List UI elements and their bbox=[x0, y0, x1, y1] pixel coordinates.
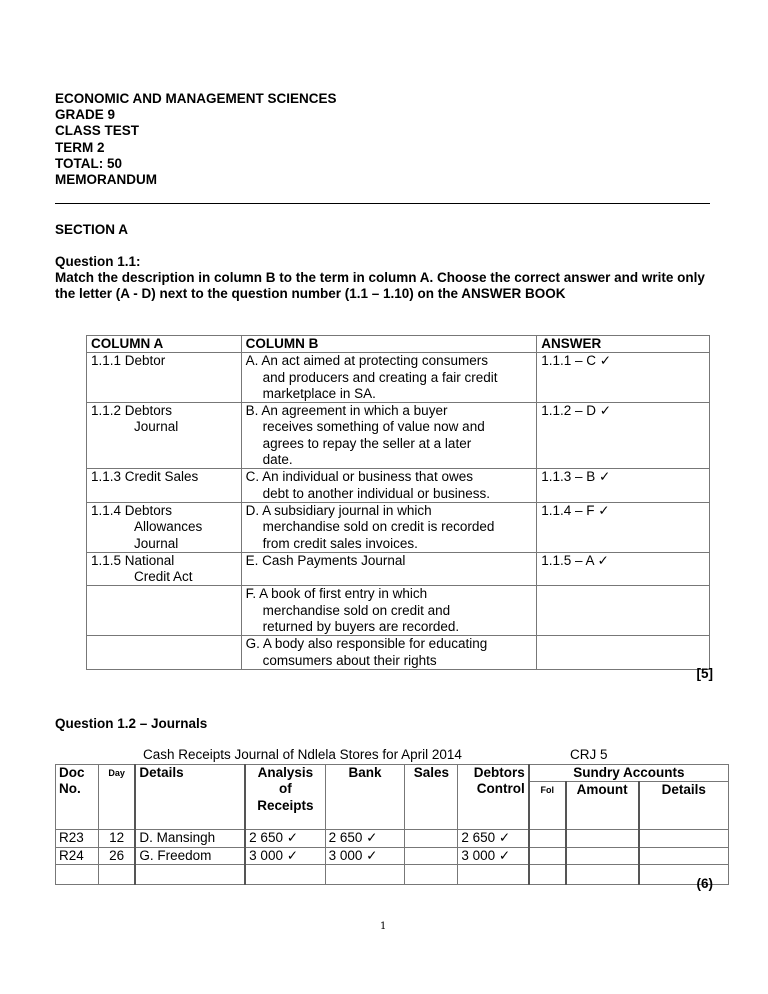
amount-cell bbox=[566, 830, 639, 847]
fol-cell bbox=[529, 830, 566, 847]
header-text: Control bbox=[476, 781, 525, 797]
question-1-2-title: Question 1.2 – Journals bbox=[55, 716, 208, 731]
column-a-cell bbox=[87, 552, 242, 586]
answer-cell: 1.1.5 – A ✓ bbox=[537, 552, 710, 586]
description-line: and producers and creating a fair credit bbox=[262, 369, 498, 385]
description-line: date. bbox=[262, 452, 293, 468]
day-cell bbox=[98, 864, 135, 884]
doc-no-cell: R24 bbox=[56, 847, 99, 864]
question-1-1-marks: [5] bbox=[696, 666, 713, 681]
details-cell bbox=[135, 864, 245, 884]
debtors-control-cell: 2 650 ✓ bbox=[458, 830, 529, 847]
table-header-row bbox=[87, 336, 710, 353]
term-text: 1.1.2 Debtors bbox=[91, 403, 173, 419]
answer-cell bbox=[537, 636, 710, 670]
description-line: merchandise sold on credit and bbox=[262, 602, 451, 618]
analysis-cell: 2 650 ✓ bbox=[245, 830, 325, 847]
column-a-cell bbox=[87, 353, 242, 403]
journal-reference: CRJ 5 bbox=[570, 747, 608, 762]
day-header: Day bbox=[98, 765, 135, 830]
question-1-2-marks: (6) bbox=[696, 876, 713, 891]
header-text: Debtors bbox=[473, 765, 525, 780]
term-text: Journal bbox=[134, 419, 179, 435]
cash-receipts-journal-table bbox=[55, 764, 729, 885]
grade: GRADE 9 bbox=[55, 107, 116, 123]
header-divider bbox=[55, 203, 710, 204]
answer-header: ANSWER bbox=[537, 336, 710, 353]
header-text: of bbox=[279, 781, 292, 797]
column-b-cell bbox=[241, 353, 537, 403]
description-line: merchandise sold on credit is recorded bbox=[262, 519, 495, 535]
description-line: returned by buyers are recorded. bbox=[262, 619, 460, 635]
total-marks: TOTAL: 50 bbox=[55, 155, 123, 171]
column-b-cell bbox=[241, 586, 537, 636]
answer-cell bbox=[537, 586, 710, 636]
doc-no-header bbox=[56, 765, 99, 830]
column-a-cell bbox=[87, 636, 242, 670]
table-row bbox=[87, 469, 710, 503]
analysis-cell: 3 000 ✓ bbox=[245, 847, 325, 864]
header-text: No. bbox=[59, 781, 81, 797]
column-a-cell bbox=[87, 502, 242, 552]
sundry-details-header: Details bbox=[639, 782, 729, 830]
description-line: B. An agreement in which a buyer bbox=[245, 403, 448, 419]
term-text: 1.1.4 Debtors bbox=[91, 502, 173, 518]
table-row bbox=[87, 552, 710, 586]
bank-cell: 2 650 ✓ bbox=[325, 830, 405, 847]
journal-header-row bbox=[56, 765, 729, 782]
question-1-1-instruction: Match the description in column B to the term in column A. Choose the correct answer and write only the letter (A - D) next to the question number (1.1 – 1.10) on the ANSWER BOOK bbox=[55, 270, 705, 302]
bank-cell: 3 000 ✓ bbox=[325, 847, 405, 864]
debtors-control-header bbox=[458, 765, 529, 830]
test-type: CLASS TEST bbox=[55, 123, 140, 139]
description-line: A. An act aimed at protecting consumers bbox=[245, 353, 488, 369]
table-row bbox=[87, 636, 710, 670]
table-row-empty bbox=[56, 864, 729, 884]
fol-cell bbox=[529, 864, 566, 884]
description-line: G. A body also responsible for educating bbox=[245, 636, 488, 652]
day-cell: 26 bbox=[98, 847, 135, 864]
description-line: F. A book of first entry in which bbox=[245, 586, 428, 602]
answer-cell: 1.1.1 – C ✓ bbox=[537, 353, 710, 403]
document-header bbox=[55, 91, 337, 188]
description-line: from credit sales invoices. bbox=[262, 535, 418, 551]
fol-header: Fol bbox=[529, 782, 566, 830]
column-a-cell bbox=[87, 586, 242, 636]
term-text: Allowances bbox=[134, 519, 203, 535]
table-row bbox=[87, 502, 710, 552]
description-line: comsumers about their rights bbox=[262, 652, 437, 668]
analysis-of-receipts-header bbox=[245, 765, 325, 830]
header-text: Receipts bbox=[257, 797, 314, 813]
table-row bbox=[87, 586, 710, 636]
header-text: Doc bbox=[59, 765, 85, 780]
page-number: 1 bbox=[380, 921, 387, 932]
column-b-cell bbox=[241, 469, 537, 503]
sales-cell bbox=[405, 847, 458, 864]
debtors-control-cell bbox=[458, 864, 529, 884]
column-a-header: COLUMN A bbox=[87, 336, 242, 353]
journal-caption: Cash Receipts Journal of Ndlela Stores for April 2014 bbox=[143, 747, 462, 762]
description-line: agrees to repay the seller at a later bbox=[262, 435, 472, 451]
term-text: Credit Act bbox=[134, 569, 193, 585]
description-line: marketplace in SA. bbox=[262, 385, 376, 401]
doc-no-cell: R23 bbox=[56, 830, 99, 847]
details-cell: G. Freedom bbox=[135, 847, 245, 864]
description-line: D. A subsidiary journal in which bbox=[245, 502, 432, 518]
doc-no-cell bbox=[56, 864, 99, 884]
bank-cell bbox=[325, 864, 405, 884]
description-line: E. Cash Payments Journal bbox=[245, 552, 406, 568]
amount-cell bbox=[566, 864, 639, 884]
amount-cell bbox=[566, 847, 639, 864]
column-b-header: COLUMN B bbox=[241, 336, 537, 353]
table-row bbox=[87, 353, 710, 403]
description-line: receives something of value now and bbox=[262, 419, 485, 435]
description-line: debt to another individual or business. bbox=[262, 485, 490, 501]
bank-header: Bank bbox=[325, 765, 405, 830]
sales-cell bbox=[405, 830, 458, 847]
column-a-cell bbox=[87, 469, 242, 503]
column-b-cell bbox=[241, 502, 537, 552]
sales-header: Sales bbox=[405, 765, 458, 830]
table-row bbox=[56, 847, 729, 864]
question-1-1-title: Question 1.1: bbox=[55, 254, 141, 269]
sales-cell bbox=[405, 864, 458, 884]
term-text: 1.1.5 National bbox=[91, 552, 175, 568]
amount-header: Amount bbox=[566, 782, 639, 830]
header-text: Analysis bbox=[257, 765, 314, 780]
answer-cell: 1.1.2 – D ✓ bbox=[537, 403, 710, 469]
section-title: SECTION A bbox=[55, 222, 129, 237]
debtors-control-cell: 3 000 ✓ bbox=[458, 847, 529, 864]
sundry-details-cell bbox=[639, 830, 729, 847]
day-cell: 12 bbox=[98, 830, 135, 847]
answer-cell: 1.1.4 – F ✓ bbox=[537, 502, 710, 552]
column-b-cell bbox=[241, 403, 537, 469]
details-header: Details bbox=[135, 765, 245, 830]
details-cell: D. Mansingh bbox=[135, 830, 245, 847]
table-row bbox=[87, 403, 710, 469]
sundry-accounts-header: Sundry Accounts bbox=[529, 765, 729, 782]
description-line: C. An individual or business that owes bbox=[245, 469, 473, 485]
sundry-details-cell bbox=[639, 847, 729, 864]
subject-title: ECONOMIC AND MANAGEMENT SCIENCES bbox=[55, 91, 337, 106]
fol-cell bbox=[529, 847, 566, 864]
column-b-cell bbox=[241, 552, 537, 586]
table-row bbox=[56, 830, 729, 847]
column-a-cell bbox=[87, 403, 242, 469]
answer-cell: 1.1.3 – B ✓ bbox=[537, 469, 710, 503]
column-b-cell bbox=[241, 636, 537, 670]
memorandum-label: MEMORANDUM bbox=[55, 172, 157, 188]
analysis-cell bbox=[245, 864, 325, 884]
matching-table bbox=[86, 335, 710, 670]
term-text: Journal bbox=[134, 535, 179, 551]
sundry-details-cell bbox=[639, 864, 729, 884]
term-text: 1.1.3 Credit Sales bbox=[91, 469, 199, 485]
term-text: 1.1.1 Debtor bbox=[91, 353, 166, 369]
term: TERM 2 bbox=[55, 139, 105, 155]
